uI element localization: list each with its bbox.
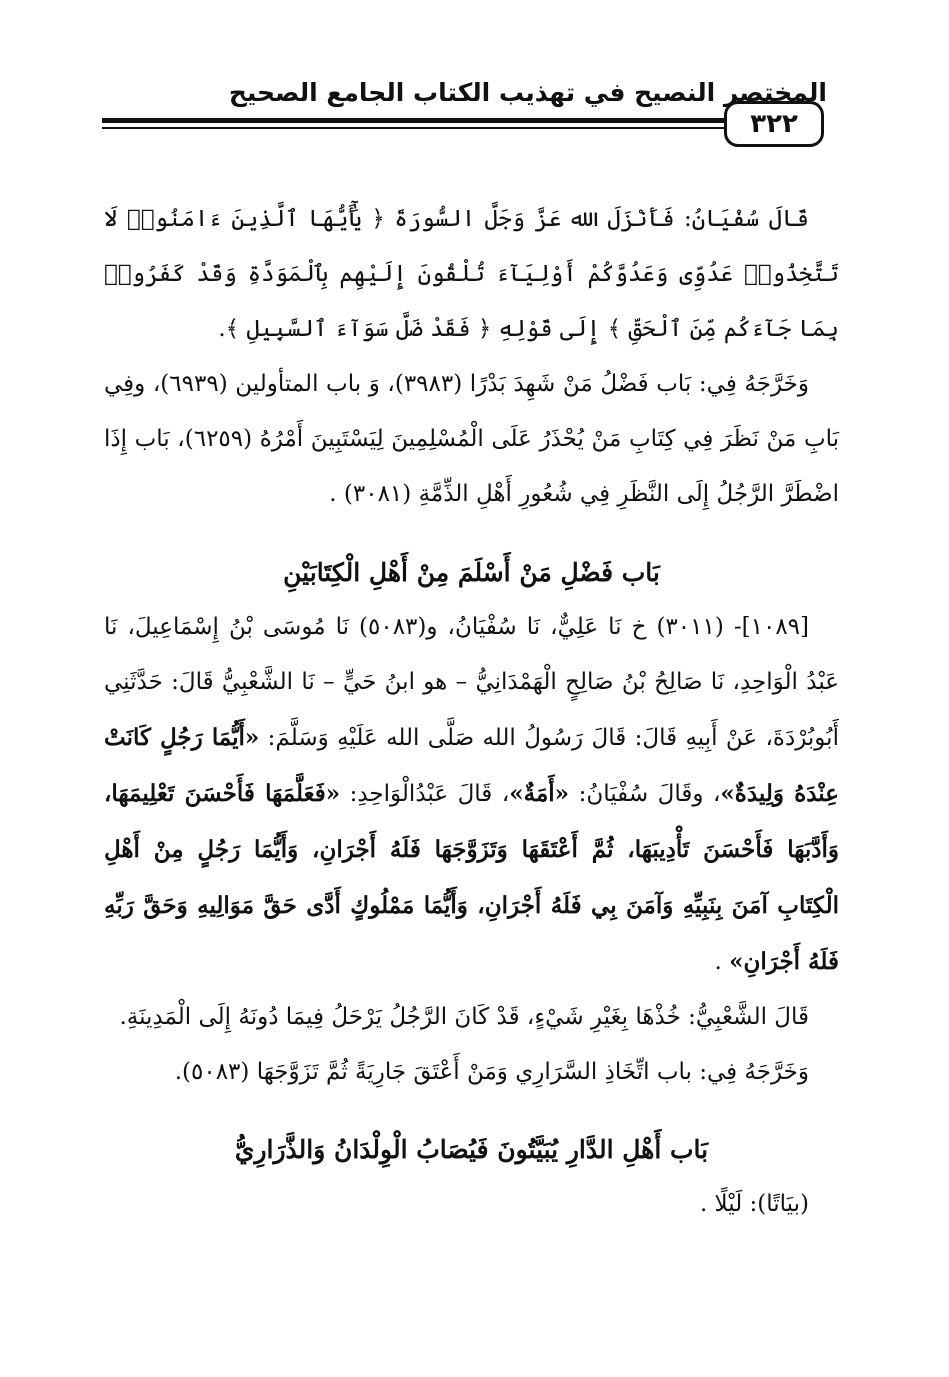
paragraph-shabi-comment: قَالَ الشَّعْبِيُّ: خُذْهَا بِغَيْرِ شَيْءٍ، قَدْ كَانَ الرَّجُلُ يَرْحَلُ فِيمَا دُونَهُ إِلَى الْمَدِينَةِ. — [119, 1004, 809, 1030]
chapter-heading-night-raid: بَاب أَهْلِ الدَّارِ يُبَيَّتُونَ فَيُصَابُ الْوِلْدَانُ وَالذَّرَارِيُّ — [234, 1135, 709, 1164]
hadith-isnad: [١٠٨٩]- (٣٠١١) خ نَا عَلِيٌّ، نَا سُفْيَانُ، و(٥٠٨٣) نَا مُوسَى بْنُ إِسْمَاعِيلَ، نَا عَبْدُ الْوَاحِدِ، نَا صَالِحُ بْنُ صَالِحٍ الْهَمْدَانِيُّ – هو ابنُ حَيٍّ – نَا الشَّعْبِيُّ قَالَ: حَدَّثَنِي أَبُوبُرْدَةَ، عَنْ أَبِيهِ قَالَ: قَالَ رَسُولُ الله صَلَّى الله عَلَيْهِ وَسَلَّمَ: — [104, 614, 839, 751]
paragraph-hadith-1089 — [104, 600, 839, 990]
page-body — [104, 192, 839, 1232]
header-rule-thin — [102, 127, 724, 129]
page-number: ٣٢٢ — [724, 101, 824, 147]
paragraph-gloss-bayatan: (بيَاتًا): لَيْلًا . — [699, 1191, 809, 1217]
hadith-quote-matn: «فَعَلَّمَهَا فَأَحْسَنَ تَعْلِيمَهَا، وَأَدَّبَهَا فَأَحْسَنَ تَأْدِيبَهَا، ثُمَّ أَعْتَقَهَا وَتَزَوَّجَهَا فَلَهُ أَجْرَانِ، وَأَيُّمَا رَجُلٍ مِنْ أَهْلِ الْكِتَابِ آمَنَ بِنَبِيِّهِ وَآمَنَ بِي فَلَهُ أَجْرَانِ، وَأَيُّمَا مَمْلُوكٍ أَدَّى حَقَّ مَوَالِيهِ وَحَقَّ رَبِّهِ فَلَهُ أَجْرَانِ» — [104, 780, 839, 975]
hadith-end: . — [714, 949, 730, 975]
chapter-heading-converts: بَاب فَضْلِ مَنْ أَسْلَمَ مِنْ أَهْلِ الْكِتَابَيْنِ — [283, 558, 660, 587]
hadith-quote-walida: «أَيُّمَا رَجُلٍ كَانَتْ عِنْدَهُ وَلِيدَةٌ» — [104, 724, 839, 807]
header-rule-thick — [102, 118, 724, 123]
running-title: المختصر النصيح في تهذيب الكتاب الجامع الصحيح — [228, 78, 827, 107]
hadith-abdulwahid-note: ، قَالَ عَبْدُالْوَاحِدِ: — [340, 781, 510, 807]
paragraph-sufyan-quran: قَالَ سُفْيَانُ: فَأَنْزَلَ الله عَزَّ وَجَلَّ السُّورَةَ ﴿ يَٰٓأَيُّهَا ٱلَّذِينَ ءَامَنُوا۟ لَا تَتَّخِذُوا۟ عَدُوِّى وَعَدُوَّكُمْ أَوْلِيَآءَ تُلْقُونَ إِلَيْهِم بِٱلْمَوَدَّةِ وَقَدْ كَفَرُوا۟ بِمَا جَآءَكُم مِّنَ ٱلْحَقِّ ﴾ إِلَى قَوْلِهِ ﴿ فَقَدْ ضَلَّ سَوَآءَ ٱلسَّبِيلِ ﴾. — [104, 206, 839, 342]
hadith-sufyan-note: ، وقَالَ سُفْيَانُ: — [569, 781, 721, 807]
hadith-quote-ama: «أَمَةٌ» — [509, 780, 570, 807]
paragraph-cross-references-2: وَخَرَّجَهُ فِي: باب اتِّخَاذِ السَّرَارِي وَمَنْ أَعْتَقَ جَارِيَةً ثُمَّ تَزَوَّجَهَا (٥٠٨٣). — [174, 1059, 809, 1085]
paragraph-cross-references-1: وَخَرَّجَهُ فِي: بَاب فَضْلُ مَنْ شَهِدَ بَدْرًا (٣٩٨٣)، وَ باب المتأولين (٦٩٣٩)، وفِي بَابِ مَنْ نَظَرَ فِي كِتَابِ مَنْ يُحْذَرُ عَلَى الْمُسْلِمِينَ لِيَسْتَبِينَ أَمْرُهُ (٦٢٥٩)، بَاب إِذَا اضْطَرَّ الرَّجُلُ إِلَى النَّظَرِ فِي شُعُورِ أَهْلِ الذِّمَّةِ (٣٠٨١) . — [104, 371, 840, 507]
